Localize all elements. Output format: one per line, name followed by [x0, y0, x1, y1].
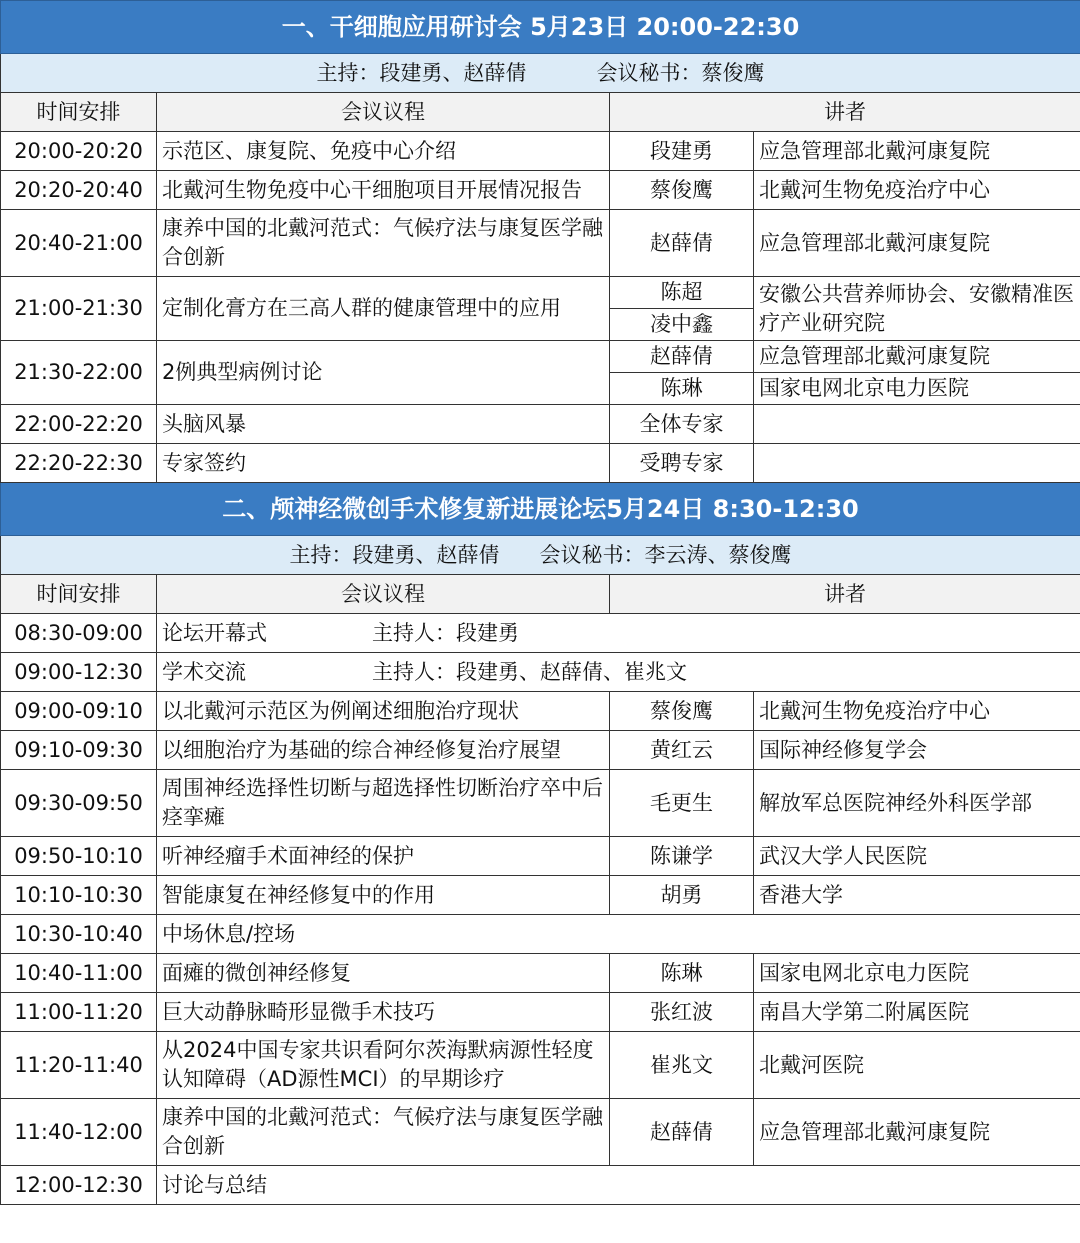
row-agenda: 智能康复在神经修复中的作用: [157, 876, 610, 915]
table-row: [1, 444, 1080, 483]
row-time: 20:20-20:40: [1, 171, 157, 210]
table-row: [1, 210, 1080, 277]
table-row: [1, 614, 1080, 653]
col-header-time: 时间安排: [1, 575, 157, 614]
row-org: 应急管理部北戴河康复院: [754, 341, 1080, 373]
row-agenda: 面瘫的微创神经修复: [157, 954, 610, 993]
row-speaker: 段建勇: [610, 132, 754, 171]
row-agenda: [157, 653, 1080, 692]
row-org: 应急管理部北戴河康复院: [754, 1099, 1080, 1166]
row-agenda: 周围神经选择性切断与超选择性切断治疗卒中后痉挛瘫: [157, 770, 610, 837]
row-time: 09:10-09:30: [1, 731, 157, 770]
row-speaker: 崔兆文: [610, 1032, 754, 1099]
row-speaker: 赵薛倩: [610, 1099, 754, 1166]
table-row: [1, 837, 1080, 876]
row-speaker: 凌中鑫: [610, 309, 754, 341]
row-time: 09:30-09:50: [1, 770, 157, 837]
row-speaker: 赵薛倩: [610, 341, 754, 373]
col-header-speaker: 讲者: [610, 575, 1080, 614]
row-speaker: 受聘专家: [610, 444, 754, 483]
row-agenda: 2例典型病例讨论: [157, 341, 610, 405]
row-time: 22:00-22:20: [1, 405, 157, 444]
table-row: [1, 915, 1080, 954]
col-header-time: 时间安排: [1, 93, 157, 132]
row-time: 09:00-12:30: [1, 653, 157, 692]
row-time: 21:30-22:00: [1, 341, 157, 405]
session1-host-line: [1, 54, 1080, 93]
row-agenda: 定制化膏方在三高人群的健康管理中的应用: [157, 277, 610, 341]
row-speaker: 胡勇: [610, 876, 754, 915]
row-org: [754, 444, 1080, 483]
row-speaker: 黄红云: [610, 731, 754, 770]
row-time: 12:00-12:30: [1, 1166, 157, 1205]
table-row: [1, 653, 1080, 692]
row-speaker: 陈谦学: [610, 837, 754, 876]
row-agenda: 示范区、康复院、免疫中心介绍: [157, 132, 610, 171]
row-agenda: 中场休息/控场: [157, 915, 1080, 954]
row-org: 解放军总医院神经外科医学部: [754, 770, 1080, 837]
row-time: 11:00-11:20: [1, 993, 157, 1032]
row-speaker: 陈超: [610, 277, 754, 309]
row-time: 09:00-09:10: [1, 692, 157, 731]
row-time: 10:40-11:00: [1, 954, 157, 993]
exchange-agenda: 学术交流: [162, 659, 246, 684]
row-time: 08:30-09:00: [1, 614, 157, 653]
row-agenda: 以细胞治疗为基础的综合神经修复治疗展望: [157, 731, 610, 770]
row-time: 10:10-10:30: [1, 876, 157, 915]
session1-host: 主持：段建勇、赵薛倩: [316, 60, 527, 85]
row-agenda: 康养中国的北戴河范式：气候疗法与康复医学融合创新: [157, 1099, 610, 1166]
session1-banner: 一、干细胞应用研讨会 5月23日 20:00-22:30: [1, 1, 1080, 54]
row-time: 20:40-21:00: [1, 210, 157, 277]
row-speaker: 毛更生: [610, 770, 754, 837]
row-speaker: 陈琳: [610, 954, 754, 993]
table-row: [1, 132, 1080, 171]
row-time: 10:30-10:40: [1, 915, 157, 954]
row-speaker: 蔡俊鹰: [610, 692, 754, 731]
row-org: 国家电网北京电力医院: [754, 373, 1080, 405]
row-org: 安徽公共营养师协会、安徽精准医疗产业研究院: [754, 277, 1080, 341]
table-row: [1, 770, 1080, 837]
row-time: 11:40-12:00: [1, 1099, 157, 1166]
opening-agenda: 论坛开幕式: [162, 620, 267, 645]
row-org: 北戴河医院: [754, 1032, 1080, 1099]
table-row: [1, 405, 1080, 444]
row-speaker: 全体专家: [610, 405, 754, 444]
row-agenda: 听神经瘤手术面神经的保护: [157, 837, 610, 876]
table-row: [1, 1166, 1080, 1205]
row-agenda: [157, 614, 1080, 653]
row-time: 11:20-11:40: [1, 1032, 157, 1099]
col-header-agenda: 会议议程: [157, 93, 610, 132]
table-row: [1, 277, 1080, 309]
row-org: 国家电网北京电力医院: [754, 954, 1080, 993]
row-time: 21:00-21:30: [1, 277, 157, 341]
row-speaker: 陈琳: [610, 373, 754, 405]
row-org: 应急管理部北戴河康复院: [754, 210, 1080, 277]
session1-secretary: 会议秘书：蔡俊鹰: [596, 60, 765, 85]
row-speaker: 蔡俊鹰: [610, 171, 754, 210]
session2-secretary: 会议秘书：李云涛、蔡俊鹰: [539, 542, 792, 567]
row-org: 南昌大学第二附属医院: [754, 993, 1080, 1032]
row-org: 北戴河生物免疫治疗中心: [754, 171, 1080, 210]
row-org: 应急管理部北戴河康复院: [754, 132, 1080, 171]
row-time: 20:00-20:20: [1, 132, 157, 171]
col-header-agenda: 会议议程: [157, 575, 610, 614]
row-agenda: 巨大动静脉畸形显微手术技巧: [157, 993, 610, 1032]
table-row: [1, 876, 1080, 915]
row-agenda: 康养中国的北戴河范式：气候疗法与康复医学融合创新: [157, 210, 610, 277]
row-speaker: 赵薛倩: [610, 210, 754, 277]
session2-host: 主持：段建勇、赵薛倩: [289, 542, 500, 567]
row-org: [754, 405, 1080, 444]
row-time: 09:50-10:10: [1, 837, 157, 876]
row-speaker: 张红波: [610, 993, 754, 1032]
row-agenda: 从2024中国专家共识看阿尔茨海默病源性轻度认知障碍（AD源性MCI）的早期诊疗: [157, 1032, 610, 1099]
table-row: [1, 171, 1080, 210]
row-org: 北戴河生物免疫治疗中心: [754, 692, 1080, 731]
row-agenda: 头脑风暴: [157, 405, 610, 444]
session2-host-line: [1, 536, 1080, 575]
row-org: 武汉大学人民医院: [754, 837, 1080, 876]
table-row: [1, 1032, 1080, 1099]
table-row: [1, 954, 1080, 993]
opening-host: 主持人：段建勇: [372, 620, 519, 645]
exchange-host: 主持人：段建勇、赵薛倩、崔兆文: [372, 659, 687, 684]
table-row: [1, 1099, 1080, 1166]
table-row: [1, 341, 1080, 373]
row-org: 国际神经修复学会: [754, 731, 1080, 770]
row-agenda: 以北戴河示范区为例阐述细胞治疗现状: [157, 692, 610, 731]
row-org: 香港大学: [754, 876, 1080, 915]
table-row: [1, 993, 1080, 1032]
row-agenda: 专家签约: [157, 444, 610, 483]
row-agenda: 讨论与总结: [157, 1166, 1080, 1205]
table-row: [1, 731, 1080, 770]
row-time: 22:20-22:30: [1, 444, 157, 483]
row-agenda: 北戴河生物免疫中心干细胞项目开展情况报告: [157, 171, 610, 210]
session2-banner: 二、颅神经微创手术修复新进展论坛5月24日 8:30-12:30: [1, 483, 1080, 536]
table-row: [1, 692, 1080, 731]
col-header-speaker: 讲者: [610, 93, 1080, 132]
